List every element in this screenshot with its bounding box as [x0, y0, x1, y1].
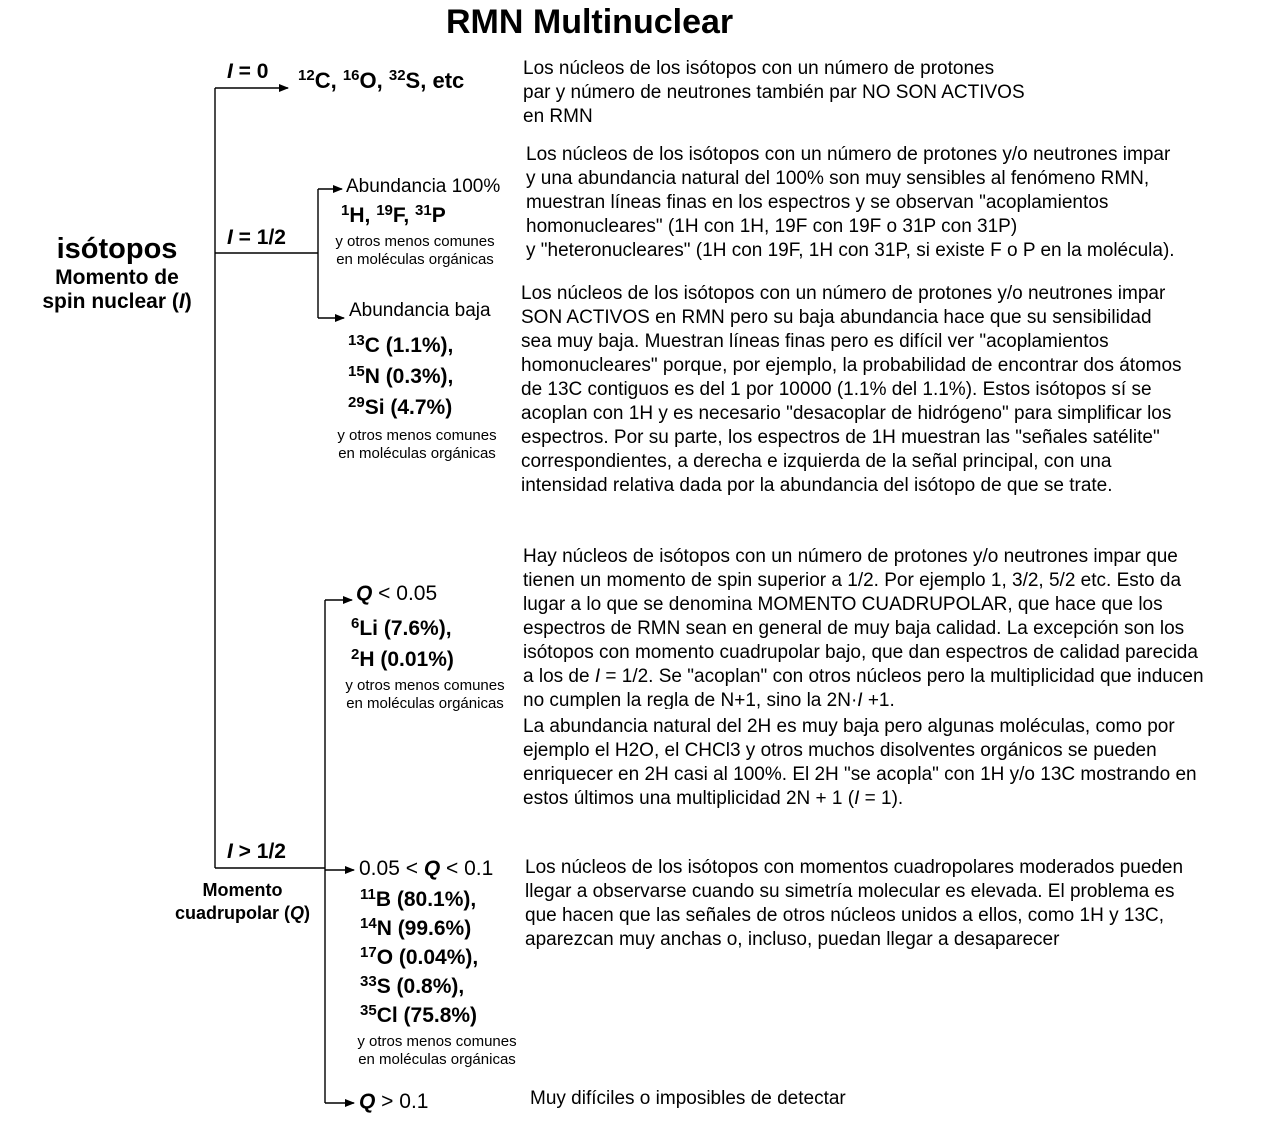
- isotope-symbol: C: [314, 68, 331, 93]
- isotope-mass: 13: [348, 332, 365, 349]
- isotope-separator: ,: [403, 204, 416, 227]
- branch-label-i-gt: I > 1/2: [227, 840, 286, 863]
- description-line: espectros de RMN sean en general de muy baja calidad. La excepción son los: [523, 618, 1185, 639]
- isotopes-abundance-low: [348, 330, 453, 423]
- isotope-mass: 16: [342, 67, 360, 84]
- quadrupolar-moment-label: Momento cuadrupolar (Q): [174, 880, 311, 923]
- isotope-separator: , etc: [420, 68, 465, 93]
- isotope-row: [348, 361, 453, 392]
- isotopes-q-mid: [360, 885, 478, 1030]
- description-line: que hacen que las señales de otros núcleos unidos a ellos, como 1H y 13C,: [525, 905, 1165, 926]
- isotope-abundance: (7.6%),: [378, 617, 452, 640]
- isotope-symbol: H: [359, 648, 375, 671]
- isotope-symbol: P: [431, 204, 446, 227]
- isotope-row: [351, 613, 454, 644]
- root-node: [22, 233, 212, 314]
- abundance-high-heading: Abundancia 100%: [346, 176, 501, 197]
- description-line: Los núcleos de los isótopos con un número de protones y/o neutrones impar: [521, 283, 1166, 304]
- description-line: SON ACTIVOS en RMN pero su baja abundancia hace que su sensibilidad: [521, 307, 1152, 328]
- description-line: llegar a observarse cuando su simetría molecular es elevada. El problema es: [525, 881, 1175, 902]
- isotope-mass: 2: [351, 646, 360, 663]
- description-line: aparezcan muy anchas o, incluso, puedan llegar a desaparecer: [525, 929, 1060, 950]
- description-line: espectros. Por su parte, los espectros de 1H muestran las "señales satélite": [521, 427, 1160, 448]
- note-q-mid: y otros menos comunes en moléculas orgánicas: [357, 1033, 517, 1068]
- q-mid-heading: 0.05 < Q < 0.1: [359, 857, 494, 880]
- abundance-low-heading: Abundancia baja: [349, 300, 491, 321]
- isotope-mass: 31: [415, 202, 432, 219]
- isotope-separator: ,: [376, 68, 389, 93]
- isotope-row: [360, 1001, 478, 1030]
- isotope-mass: 29: [348, 394, 365, 411]
- isotopes-i0: [298, 68, 464, 94]
- isotope-symbol: O: [359, 68, 377, 93]
- description-line: y una abundancia natural del 100% son muy sensibles al fenómeno RMN,: [526, 168, 1150, 189]
- isotopes-q-low: [351, 613, 454, 675]
- isotope-mass: 32: [388, 67, 406, 84]
- isotope-symbol: S: [376, 975, 391, 998]
- isotope-row: [351, 644, 454, 675]
- note-q-low: y otros menos comunes en moléculas orgánicas: [345, 677, 505, 712]
- isotope-abundance: (0.01%): [374, 648, 454, 671]
- isotope-abundance: (1.1%),: [379, 334, 454, 357]
- isotope-mass: 1: [341, 202, 350, 219]
- isotope-row: [360, 914, 478, 943]
- description-line: isótopos con momento cuadrupolar bajo, que dan espectros de calidad parecida: [523, 642, 1198, 663]
- description-line: Los núcleos de los isótopos con un número de protones: [523, 58, 995, 79]
- root-sub-line2: spin nuclear (I): [42, 290, 192, 313]
- isotope-mass: 11: [360, 886, 376, 903]
- isotope-row: [360, 972, 478, 1001]
- isotope-row: [360, 943, 478, 972]
- branch-label-i0: I = 0: [227, 60, 269, 83]
- note-abundance-high: y otros menos comunes en moléculas orgánicas: [335, 233, 495, 268]
- isotope-mass: 14: [360, 915, 377, 932]
- isotope-separator: ,: [364, 204, 377, 227]
- description-line: enriquecer en 2H casi al 100%. El 2H "se acopla" con 1H y/o 13C mostrando en: [523, 764, 1197, 785]
- isotope-symbol: C: [364, 334, 380, 357]
- isotope-abundance: (4.7%): [384, 396, 453, 419]
- q-low-heading: Q < 0.05: [356, 582, 438, 605]
- isotope-symbol: Si: [364, 396, 385, 419]
- description-line: Los núcleos de los isótopos con un número de protones y/o neutrones impar: [526, 144, 1171, 165]
- isotope-symbol: F: [392, 204, 404, 227]
- q-high-heading: Q > 0.1: [359, 1090, 429, 1113]
- description-line: intensidad relativa dada por la abundancia del isótopo de que se trate.: [521, 475, 1113, 496]
- isotope-symbol: Li: [359, 617, 379, 640]
- isotope-abundance: (0.8%),: [390, 975, 465, 998]
- root-label: isótopos: [56, 233, 178, 265]
- isotope-abundance: (0.3%),: [379, 365, 454, 388]
- note-abundance-low: y otros menos comunes en moléculas orgánicas: [337, 427, 497, 462]
- description-line: en RMN: [523, 106, 593, 127]
- isotope-abundance: (0.04%),: [393, 946, 479, 969]
- isotope-mass: 15: [348, 363, 365, 380]
- isotope-mass: 33: [360, 973, 377, 990]
- description-q-high: Muy difíciles o imposibles de detectar: [530, 1088, 846, 1109]
- description-line: La abundancia natural del 2H es muy baja pero algunas moléculas, como por: [523, 716, 1175, 737]
- isotope-mass: 6: [351, 615, 360, 632]
- description-line: de 13C contiguos es del 1 por 10000 (1.1% del 1.1%). Estos isótopos sí se: [521, 379, 1152, 400]
- description-line: Hay núcleos de isótopos con un número de protones y/o neutrones impar que: [523, 546, 1178, 567]
- description-abundance-high: [526, 143, 1175, 263]
- isotope-symbol: Cl: [376, 1004, 398, 1027]
- page-title: RMN Multinuclear: [446, 3, 734, 41]
- isotope-row: [360, 885, 478, 914]
- isotope-abundance: (99.6%): [391, 917, 472, 940]
- root-sub-line1: Momento de: [55, 266, 179, 289]
- description-line: muestran líneas finas en los espectros y se observan "acoplamientos: [526, 192, 1109, 213]
- isotope-abundance: (75.8%): [397, 1004, 478, 1027]
- description-line: ejemplo el H2O, el CHCl3 y otros muchos disolventes orgánicos se pueden: [523, 740, 1157, 761]
- isotopes-abundance-high: [341, 200, 446, 231]
- isotope-symbol: S: [405, 68, 421, 93]
- isotope-symbol: N: [376, 917, 392, 940]
- description-line: par y número de neutrones también par NO SON ACTIVOS: [523, 82, 1025, 103]
- description-line: tienen un momento de spin superior a 1/2. Por ejemplo 1, 3/2, 5/2 etc. Esto da: [523, 570, 1182, 591]
- isotope-symbol: O: [376, 946, 394, 969]
- description-line: sea muy baja. Muestran líneas finas pero es difícil ver "acoplamientos: [521, 331, 1109, 352]
- isotope-symbol: H: [349, 204, 365, 227]
- description-line: y "heteronucleares" (1H con 19F, 1H con 31P, si existe F o P en la molécula).: [526, 240, 1175, 261]
- isotope-mass: 17: [360, 944, 377, 961]
- isotope-abundance: (80.1%),: [391, 888, 477, 911]
- isotope-row: [348, 330, 453, 361]
- isotope-symbol: B: [375, 888, 392, 911]
- description-line: homonucleares" (1H con 1H, 19F con 19F o 31P con 31P): [526, 216, 1018, 237]
- isotope-separator: ,: [330, 68, 343, 93]
- description-i0: [523, 57, 1025, 129]
- description-q-low: Hay núcleos de isótopos con un número de protones y/o neutrones impar que tienen un momento de spin superior a 1/2. Por ejemplo 1, 3/2, 5/2 etc. Esto da lugar a lo que se denomina MOMENTO CUADRUPOLAR, que hace que los espectros de RMN sean en general de muy baja calidad. La excepción son los isótopos con momento cuadrupolar bajo, que dan espectros de calidad parecida a los de I = 1/2. Se "acoplan" con otros núcleos pero la multiplicidad que inducen no cumplen la regla de N+1, sino la 2N·I +1. La abundancia natural del 2H es muy baja pero algunas moléculas, como por ejemplo el H2O, el CHCl3 y otros muchos disolventes orgánicos se pueden enriquecer en 2H casi al 100%. El 2H "se acopla" con 1H y/o 13C mostrando en estos últimos una multiplicidad 2N + 1 (I = 1).: [523, 546, 1204, 809]
- description-line: acoplan con 1H y es necesario "desacoplar de hidrógeno" para simplificar los: [521, 403, 1172, 424]
- description-line: homonucleares" porque, por ejemplo, la probabilidad de encontrar dos átomos: [521, 355, 1182, 376]
- description-line: lugar a lo que se denomina MOMENTO CUADRUPOLAR, que hace que los: [523, 594, 1163, 615]
- isotope-mass: 35: [360, 1002, 377, 1019]
- isotope-symbol: N: [364, 365, 380, 388]
- branch-label-i-half: I = 1/2: [227, 226, 286, 249]
- description-q-mid: [525, 856, 1183, 952]
- description-line: correspondientes, a derecha e izquierda de la señal principal, con una: [521, 451, 1112, 472]
- description-abundance-low: [521, 282, 1182, 498]
- isotope-mass: 19: [376, 202, 393, 219]
- description-line: Los núcleos de los isótopos con momentos cuadropolares moderados pueden: [525, 857, 1184, 878]
- isotope-mass: 12: [298, 67, 315, 84]
- isotope-row: [348, 392, 453, 423]
